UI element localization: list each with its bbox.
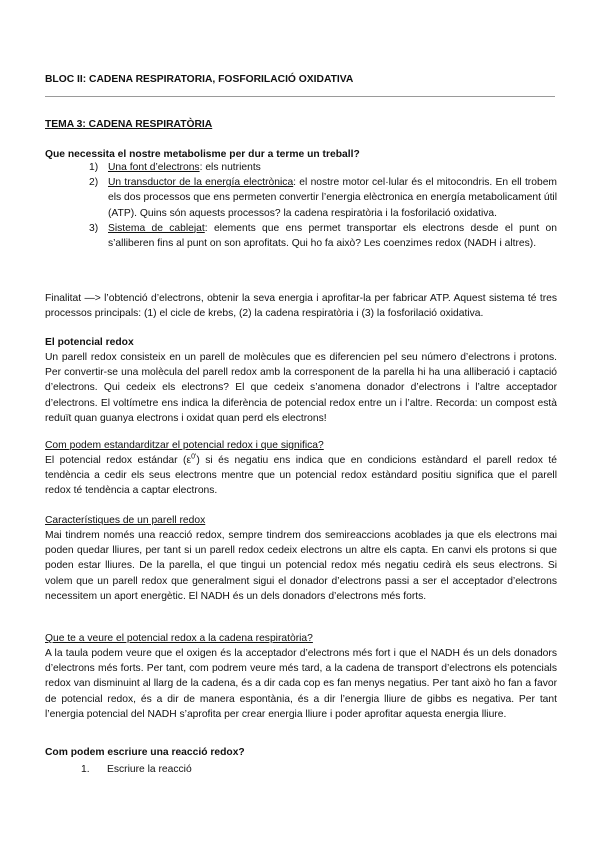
list-number: 3)	[89, 222, 99, 234]
bloc-title: BLOC II: CADENA RESPIRATORIA, FOSFORILACIÓ OXIDATIVA	[45, 74, 354, 85]
list-item-label: Una font d’electrons	[108, 162, 200, 173]
paragraph-caracteristiques: Mai tindrem només una reacció redox, sempre tindrem dos semireaccions acoblades ja que els electrons mai poden quedar lliures, per tant si un parell redox cedeix electrons un altre els capta. En canvi els protons si que poden estar lliures. De la parella, el que tingui un potencial redox més negatiu cedirà els seus electrons. Si volem que un parell redox que generalment sigui el donador d’electrons passi a ser el acceptador d’electrons necessitem un aport energètic. El NADH és un dels donadors d’electrons més forts.	[45, 530, 557, 602]
paragraph-potencial-redox: Un parell redox consisteix en un parell de molècules que es diferencien pel seu número d’electrons i protons. Per convertir-se una molècula del parell redox amb la corresponent de la parella hi ha una alliberació i captació d’electrons. Qui cedeix els electrons? El que cedeix s’anomena donador d’electrons i l’altre acceptador d’electrons. El voltímetre ens indica la diferència de potencial redox entre un i l’altre. Recorda: un compost està reduït quan guanya electrons i oxidat quan perd els electrons!	[45, 352, 557, 424]
list-number: 2)	[89, 177, 99, 189]
divider	[45, 96, 555, 97]
superscript-zero-prime: 0'	[191, 453, 197, 461]
section-heading-cadena: Que te a veure el potencial redox a la cadena respiratòria?	[45, 633, 313, 644]
paragraph-estandard: El potencial redox estándar $(\varepsilon^{0'})$ si és negatiu ens indica que en condicions estàndard el parell redox té tendència a cedir els seus electrons mentre que un potencial redox estàndard positiu significa que el parell redox té tendència a captar electrons.	[45, 453, 557, 497]
section-heading-escriure: Com podem escriure una reacció redox?	[45, 747, 245, 758]
section-heading-potencial-redox: El potencial redox	[45, 337, 134, 348]
list-item-label: Un transductor de la energía electrònica	[108, 177, 294, 189]
list-number: 1)	[89, 162, 99, 173]
tema-title: TEMA 3: CADENA RESPIRATÒRIA	[45, 119, 213, 130]
list-item-text: Escriure la reacció	[107, 764, 192, 775]
section-heading-estandard: Com podem estandarditzar el potencial redox i que significa?	[45, 440, 324, 451]
section-heading-metabolisme: Que necessita el nostre metabolisme per dur a terme un treball?	[45, 149, 360, 160]
list-item	[45, 175, 557, 221]
list-item	[45, 160, 557, 175]
section-heading-caracteristiques: Característiques de un parell redox	[45, 515, 206, 526]
list-item-text: : els nutrients	[199, 162, 261, 173]
paragraph-finalitat: Finalitat —> l’obtenció d’electrons, obtenir la seva energia i aprofitar-la per fabricar ATP. Aquest sistema té tres processos principals: (1) el cicle de krebs, (2) la cadena respiratòria i (3) la fosforilació oxidativa.	[45, 293, 557, 320]
list-item-text: : el nostre motor cel·lular és el mitocondris. En ell trobem els dos processos que ens permeten convertir l’energia elèctronica en energía metabolicament útil (ATP). Quins són aquests processos? la cadena respiratòria i la fosforilació oxidativa.	[108, 177, 557, 219]
list-item-text: : elements que ens permet transportar els electrons desde el punt on s’alliberen fins al punt on son aprofitats. Qui ho fa això? Les coenzimes redox (NADH i altres).	[108, 222, 557, 250]
numbered-list-requirements	[45, 160, 557, 251]
numbered-list-escriure	[45, 762, 557, 777]
list-number: 1.	[81, 764, 90, 775]
paragraph-cadena: A la taula podem veure que el oxigen és la acceptador d’electrons més fort i que el NADH és un dels donadors d’electrons més forts. Per tant, com podrem veure més tard, a la cadena de transport d’electrons els potencials redox van disminuint al llarg de la cadena, és a dir cada cop es fan menys negatius. Per tant això ho fan a favor de potencial redox, és a dir de manera espontània, és a dir l’energia lliure de gibbs es negativa. Per tant l’energia potencial del NADH s’aprofita per crear energia lliure i poder aprofitar aquesta energia lliure.	[45, 648, 557, 720]
list-item	[45, 762, 557, 777]
list-item	[45, 221, 557, 251]
list-item-label: Sistema de cablejat	[108, 222, 205, 234]
